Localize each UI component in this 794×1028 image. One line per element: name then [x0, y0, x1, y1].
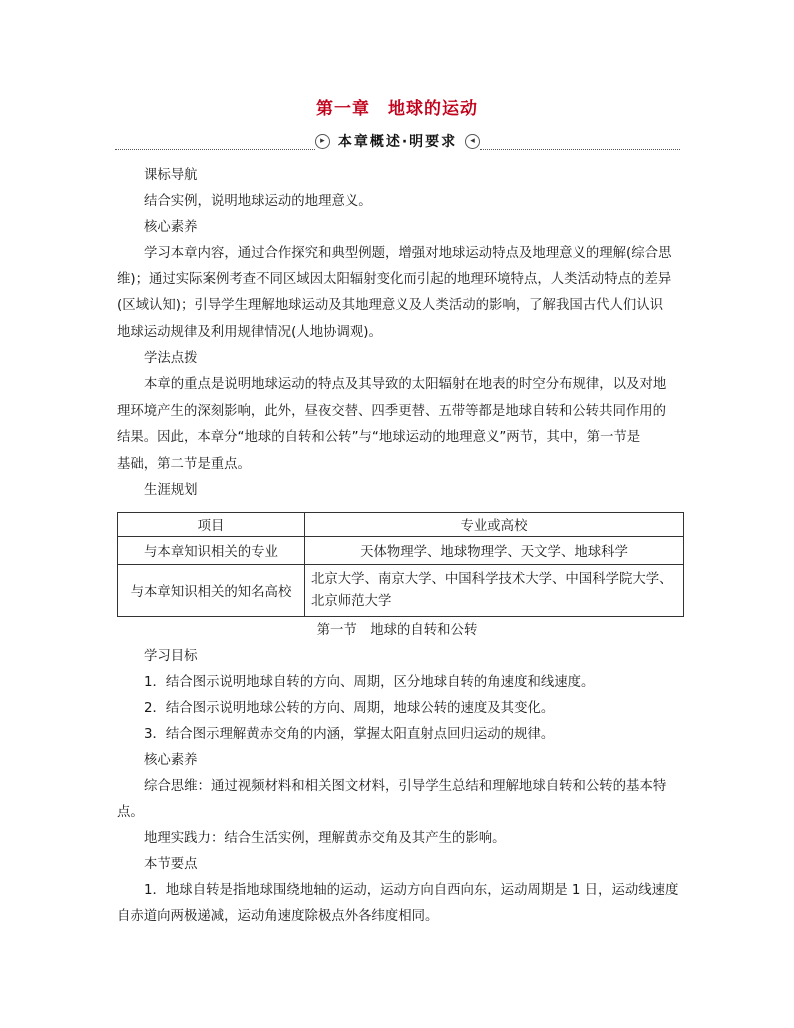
- banner-right-rule: [480, 149, 680, 150]
- nav-text: 结合实例，说明地球运动的地理意义。: [144, 194, 372, 209]
- points-line: 1．地球自转是指地球围绕地轴的运动，运动方向自西向东，运动周期是 1 日，运动线速度: [144, 883, 679, 898]
- play-left-icon: ◂: [465, 134, 480, 149]
- banner-label: [315, 130, 480, 152]
- table-cell-line: 北京师范大学: [311, 593, 392, 609]
- section-banner: [115, 130, 680, 152]
- section-core-heading: 核心素养: [144, 753, 198, 768]
- points-heading: 本节要点: [144, 857, 198, 872]
- play-right-icon: ▸: [315, 134, 330, 149]
- banner-text: 本章概述·明要求: [337, 134, 458, 150]
- table-cell: 与本章知识相关的知名高校: [118, 565, 305, 617]
- section-title: 第一节 地球的自转和公转: [316, 623, 478, 638]
- goal-item: 2．结合图示说明地球公转的方向、周期，地球公转的速度及其变化。: [144, 701, 555, 716]
- table-header-cell: 项目: [118, 513, 305, 537]
- table-cell-line: 北京大学、南京大学、中国科学技术大学、中国科学院大学、: [311, 571, 673, 587]
- table-row: [118, 537, 684, 565]
- table-header-row: [118, 513, 684, 537]
- career-heading: 生涯规划: [144, 483, 198, 498]
- method-heading: 学法点拨: [144, 351, 198, 366]
- nav-heading: 课标导航: [144, 168, 198, 183]
- method-line: 基础，第二节是重点。: [117, 457, 251, 472]
- method-line: 本章的重点是说明地球运动的特点及其导致的太阳辐射在地表的时空分布规律，以及对地: [144, 377, 667, 392]
- banner-left-rule: [115, 149, 315, 150]
- table-cell: 天体物理学、地球物理学、天文学、地球科学: [305, 537, 684, 565]
- table-row: [118, 565, 684, 617]
- points-line: 自赤道向两极递减，运动角速度除极点外各纬度相同。: [117, 909, 439, 924]
- core-line: (区域认知)；引导学生理解地球运动及其地理意义及人类活动的影响，了解我国古代人们认识: [117, 298, 664, 313]
- core-line: 学习本章内容，通过合作探究和典型例题，增强对地球运动特点及地理意义的理解(综合思: [144, 246, 672, 261]
- section-core-line: 综合思维：通过视频材料和相关图文材料，引导学生总结和理解地球自转和公转的基本特: [144, 779, 667, 794]
- core-heading: 核心素养: [144, 220, 198, 235]
- method-line: 结果。因此，本章分“地球的自转和公转”与“地球运动的地理意义”两节，其中，第一节是: [117, 430, 641, 445]
- career-table: [117, 512, 684, 617]
- table-cell: [305, 565, 684, 617]
- goals-heading: 学习目标: [144, 649, 198, 664]
- core-line: 维)；通过实际案例考查不同区域因太阳辐射变化而引起的地理环境特点，人类活动特点的差异: [117, 272, 672, 287]
- method-line: 理环境产生的深刻影响，此外，昼夜交替、四季更替、五带等都是地球自转和公转共同作用的: [117, 404, 667, 419]
- chapter-title: 第一章 地球的运动: [316, 99, 478, 119]
- table-cell: 与本章知识相关的专业: [118, 537, 305, 565]
- goal-item: 3．结合图示理解黄赤交角的内涵，掌握太阳直射点回归运动的规律。: [144, 727, 555, 742]
- core-line: 地球运动规律及利用规律情况(人地协调观)。: [117, 325, 382, 340]
- goal-item: 1．结合图示说明地球自转的方向、周期，区分地球自转的角速度和线速度。: [144, 675, 595, 690]
- section-core-line: 点。: [117, 805, 144, 820]
- table-header-cell: 专业或高校: [305, 513, 684, 537]
- section-core-line: 地理实践力：结合生活实例，理解黄赤交角及其产生的影响。: [144, 831, 506, 846]
